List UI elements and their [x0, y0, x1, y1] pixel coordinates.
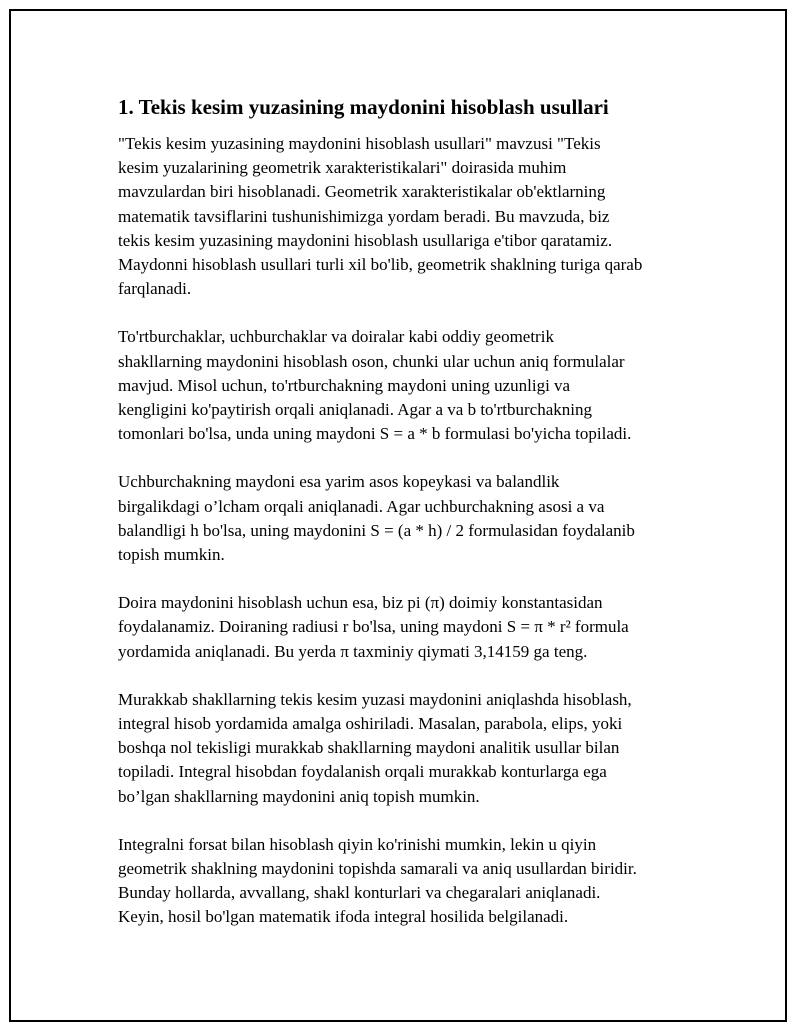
text-line: kengligini ko'paytirish orqali aniqlanadi. Agar a va b to'rtburchakning [118, 400, 592, 420]
text-line: tekis kesim yuzasining maydonini hisoblash usullariga e'tibor qaratamiz. [118, 230, 613, 250]
text-line: farqlanadi. [118, 279, 192, 299]
text-line: foydalanamiz. Doiraning radiusi r bo'lsa, uning maydoni S = π * r² formula [118, 617, 629, 637]
text-line: mavzulardan biri hisoblanadi. Geometrik xarakteristikalar ob'ektlarning [118, 182, 606, 202]
text-line: boshqa nol tekisligi murakkab shakllarning maydoni analitik usullar bilan [118, 738, 620, 758]
text-line: shakllarning maydonini hisoblash oson, chunki ular uchun aniq formulalar [118, 351, 625, 371]
paragraph-circle [118, 591, 698, 664]
text-line: integral hisob yordamida amalga oshiriladi. Masalan, parabola, elips, yoki [118, 714, 623, 734]
text-line: "Tekis kesim yuzasining maydonini hisoblash usullari" mavzusi "Tekis [118, 134, 601, 153]
paragraph-triangle [118, 470, 698, 567]
text-line: Bunday hollarda, avvallang, shakl konturlari va chegaralari aniqlanadi. [118, 883, 601, 903]
text-line: matematik tavsiflarini tushunishimizga yordam beradi. Bu mavzuda, biz [118, 206, 610, 226]
text-line: Maydonni hisoblash usullari turli xil bo'lib, geometrik shaklning turiga qarab [118, 255, 643, 275]
text-line: Keyin, hosil bo'lgan matematik ifoda integral hosilida belgilanadi. [118, 907, 569, 927]
text-line: Murakkab shakllarning tekis kesim yuzasi maydonini aniqlashda hisoblash, [118, 689, 632, 709]
text-line: To'rtburchaklar, uchburchaklar va doiralar kabi oddiy geometrik [118, 327, 554, 347]
document-body [118, 94, 698, 954]
paragraph-rectangle [118, 325, 698, 446]
text-line: tomonlari bo'lsa, unda uning maydoni S = a * b formulasi bo'yicha topiladi. [118, 424, 632, 444]
section-title: 1. Tekis kesim yuzasining maydonini hisoblash usullari [118, 95, 609, 119]
text-line: Doira maydonini hisoblash uchun esa, biz pi (π) doimiy konstantasidan [118, 593, 603, 613]
text-line: Integralni forsat bilan hisoblash qiyin ko'rinishi mumkin, lekin u qiyin [118, 834, 597, 854]
paragraph-intro [118, 132, 698, 301]
text-line: geometrik shaklning maydonini topishda samarali va aniq usullardan biridir. [118, 859, 637, 879]
text-line: balandligi h bo'lsa, uning maydonini S = (a * h) / 2 formulasidan foydalanib [118, 520, 635, 540]
text-line: bo’lgan shakllarning maydonini aniq topish mumkin. [118, 786, 480, 806]
text-line: kesim yuzalarining geometrik xarakteristikalari" doirasida muhim [118, 158, 567, 178]
paragraph-complex-shapes [118, 688, 698, 809]
paragraph-integral [118, 833, 698, 930]
text-line: Uchburchakning maydoni esa yarim asos kopeykasi va balandlik [118, 472, 560, 492]
text-line: topish mumkin. [118, 545, 225, 565]
text-line: topiladi. Integral hisobdan foydalanish orqali murakkab konturlarga ega [118, 762, 607, 782]
text-line: yordamida aniqlanadi. Bu yerda π taxminiy qiymati 3,14159 ga teng. [118, 641, 588, 661]
text-line: birgalikdagi o’lcham orqali aniqlanadi. Agar uchburchakning asosi a va [118, 496, 605, 516]
text-line: mavjud. Misol uchun, to'rtburchakning maydoni uning uzunligi va [118, 375, 571, 395]
